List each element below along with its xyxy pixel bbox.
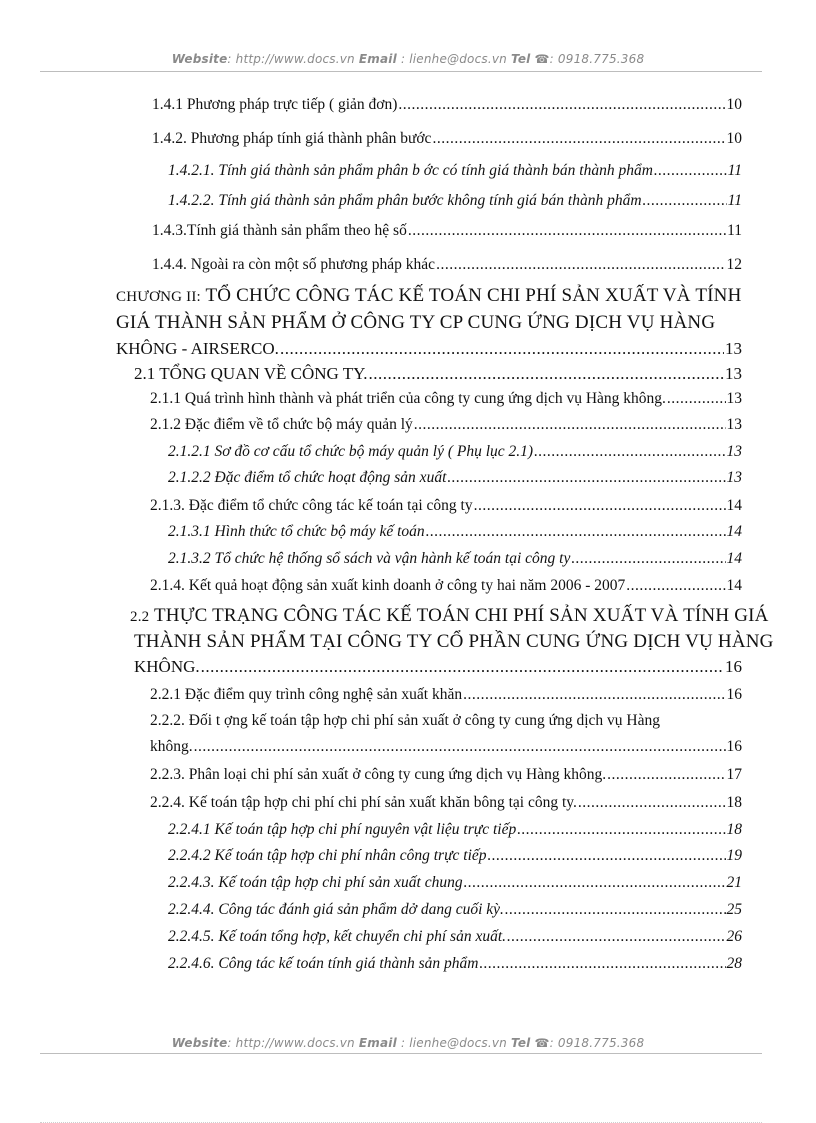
dot-leader [426,523,726,541]
toc-entry[interactable]: 1.4.1 Phương pháp trực tiếp ( giản đơn) ..... 10 [152,96,742,114]
section-heading-line: THÀNH SẢN PHẨM TẠI CÔNG TY CỔ PHẦN CUNG ỨNG DỊCH VỤ HÀNG [134,631,774,652]
email-label: Email [358,1036,397,1050]
chapter-heading-line: GIÁ THÀNH SẢN PHẨM Ở CÔNG TY CP CUNG ỨNG DỊCH VỤ HÀNG [116,312,716,333]
dot-leader [436,256,725,274]
dot-leader [479,955,725,973]
dot-leader [414,416,726,434]
toc-entry[interactable]: 2.1.2.2 Đặc điểm tổ chức hoạt động sản xuất ..... 13 [168,469,742,487]
dot-leader [201,657,724,677]
chapter-heading-line[interactable]: CHƯƠNG II: TỔ CHỨC CÔNG TÁC KẾ TOÁN CHI PHÍ SẢN XUẤT VÀ TÍNH [116,285,742,306]
section-heading-line[interactable]: 2.2 THỰC TRẠNG CÔNG TÁC KẾ TOÁN CHI PHÍ SẢN XUẤT VÀ TÍNH GIÁ [130,605,769,626]
dot-leader [464,874,726,892]
toc-entry[interactable]: 1.4.3.Tính giá thành sản phẩm theo hệ số ..... 11 [152,222,742,240]
dot-leader [408,222,726,240]
dot-leader [488,847,726,865]
tel-value: : 0918.775.368 [549,52,645,66]
dot-leader [507,928,725,946]
toc-entry[interactable]: 2.2.4.3. Kế toán tập hợp chi phí sản xuất chung ..... 21 [168,874,742,892]
toc-entry[interactable]: 1.4.2. Phương pháp tính giá thành phân bước ..... 10 [152,130,742,148]
toc-entry[interactable]: 2.2.4.4. Công tác đánh giá sản phẩm dở dang cuối kỳ. ..... 25 [168,901,742,919]
toc-entry[interactable]: 1.4.2.1. Tính giá thành sản phẩm phân b ớc có tính giá thành bán thành phẩm ..... 11 [168,162,742,180]
phone-icon: ☎ [534,1036,550,1050]
toc-entry[interactable]: 2.1.2 Đặc điểm về tổ chức bộ máy quản lý ..... 13 [150,416,742,434]
dot-leader [607,766,725,784]
toc-entry[interactable]: không. ..... 16 [150,738,742,756]
dot-leader [368,364,724,384]
website-url[interactable]: : http://www.docs.vn [227,1036,355,1050]
toc-entry[interactable]: 2.2.1 Đặc điểm quy trình công nghệ sản xuất khăn ..... 16 [150,686,742,704]
tel-label: Tel [511,52,531,66]
website-label: Website [171,1036,228,1050]
phone-icon: ☎ [534,52,550,66]
dot-leader [578,794,726,812]
dot-leader [398,96,725,114]
dot-leader [643,192,727,210]
toc-entry[interactable]: 1.4.4. Ngoài ra còn một số phương pháp khác ..... 12 [152,256,742,274]
dot-leader [432,130,725,148]
tel-value: : 0918.775.368 [549,1036,645,1050]
dot-leader [667,390,726,408]
toc-entry-line[interactable]: 2.2.2. Đối t ợng kế toán tập hợp chi phí sản xuất ở công ty cung ứng dịch vụ Hàng [150,712,660,729]
toc-entry[interactable]: KHÔNG - AIRSERCO. ..... 13 [116,339,742,359]
dot-leader [280,339,724,359]
toc-entry[interactable]: 2.1.1 Quá trình hình thành và phát triển của công ty cung ứng dịch vụ Hàng không. ..... 13 [150,390,742,408]
toc-entry[interactable]: 2.1.2.1 Sơ đồ cơ cấu tổ chức bộ máy quản lý ( Phụ lục 2.1) ..... 13 [168,443,742,461]
toc-entry[interactable]: 2.1 TỔNG QUAN VỀ CÔNG TY. ..... 13 [134,364,742,384]
toc-entry[interactable]: 2.2.4.5. Kế toán tổng hợp, kết chuyển chi phí sản xuất. ..... 26 [168,928,742,946]
dot-leader [517,821,725,839]
dot-leader [447,469,725,487]
email-value[interactable]: : lienhe@docs.vn [400,52,507,66]
footer-divider [40,1053,762,1054]
toc-entry[interactable]: 1.4.2.2. Tính giá thành sản phẩm phân bước không tính giá bán thành phẩm ..... 11 [168,192,742,210]
toc-entry[interactable]: 2.2.4. Kế toán tập hợp chi phí chi phí sản xuất khăn bông tại công ty. ..... 18 [150,794,742,812]
website-label: Website [171,52,228,66]
dot-leader [463,686,725,704]
toc-entry[interactable]: 2.1.4. Kết quả hoạt động sản xuất kinh doanh ở công ty hai năm 2006 - 2007 ..... 14 [150,577,742,595]
dot-leader [194,738,726,756]
dot-leader [654,162,727,180]
toc-entry[interactable]: 2.1.3.1 Hình thức tổ chức bộ máy kế toán ..... 14 [168,523,742,541]
tel-label: Tel [511,1036,531,1050]
toc-entry[interactable]: 2.1.3. Đặc điểm tổ chức công tác kế toán tại công ty ..... 14 [150,497,742,515]
toc-entry[interactable]: 2.2.4.6. Công tác kế toán tính giá thành sản phẩm ..... 28 [168,955,742,973]
website-url[interactable]: : http://www.docs.vn [227,52,355,66]
email-label: Email [358,52,397,66]
toc-entry[interactable]: 2.1.3.2 Tổ chức hệ thống sổ sách và vận hành kế toán tại công ty ..... 14 [168,550,742,568]
dot-leader [474,497,726,515]
dot-leader [571,550,725,568]
toc-entry[interactable]: 2.2.4.1 Kế toán tập hợp chi phí nguyên vật liệu trực tiếp ..... 18 [168,821,742,839]
page-footer [0,1036,816,1050]
dot-leader [505,901,726,919]
email-value[interactable]: : lienhe@docs.vn [400,1036,507,1050]
dot-leader [534,443,725,461]
toc-entry[interactable]: 2.2.4.2 Kế toán tập hợp chi phí nhân công trực tiếp ..... 19 [168,847,742,865]
dot-leader [626,577,725,595]
toc-entry[interactable]: KHÔNG. ..... 16 [134,657,742,677]
toc-entry[interactable]: 2.2.3. Phân loại chi phí sản xuất ở công ty cung ứng dịch vụ Hàng không. ..... 17 [150,766,742,784]
